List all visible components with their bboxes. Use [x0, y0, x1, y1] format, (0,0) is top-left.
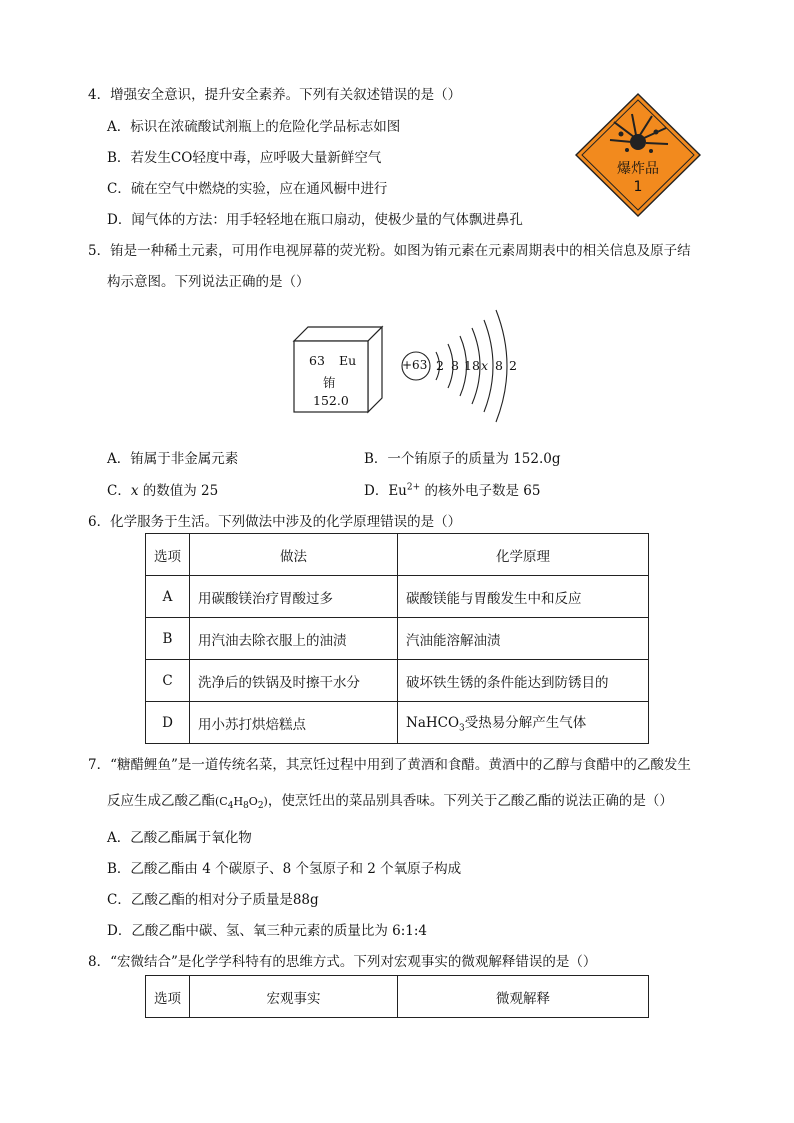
q4-option-c: C．硫在空气中燃烧的实验，应在通风橱中进行 [107, 181, 388, 197]
element-atomic-number: 63 [309, 353, 325, 368]
table-header-row [146, 534, 649, 576]
table-cell-method: 用碳酸镁治疗胃酸过多 [190, 576, 398, 618]
table-cell-method: 用小苏打烘焙糕点 [190, 702, 398, 744]
q7-option-d: D．乙酸乙酯中碳、氢、氧三种元素的质量比为 6:1:4 [107, 923, 427, 939]
q5-option-a: A．铕属于非金属元素 [107, 451, 239, 467]
q7-stem-line1: 7．“糖醋鲤鱼”是一道传统名菜，其烹饪过程中用到了黄酒和食醋。黄酒中的乙醇与食醋中的乙酸发生 [88, 757, 691, 773]
atomic-structure-diagram [396, 300, 536, 430]
q7-stem-line2: 反应生成乙酸乙酯$(C_4H_8O_2)$，使烹饪出的菜品别具香味。下列关于乙酸乙酯的说法正确的是（） [107, 793, 673, 812]
nucleus-charge: +63 [402, 358, 428, 372]
q4-stem: 4．增强安全意识，提升安全素养。下列有关叙述错误的是（） [88, 87, 462, 103]
shell-5-electrons: 8 [495, 358, 503, 373]
q7-option-b: B．乙酸乙酯由 4 个碳原子、8 个氢原子和 2 个氧原子构成 [107, 861, 462, 877]
q7-option-c: C．乙酸乙酯的相对分子质量是88g [107, 892, 319, 908]
table-cell-option: B [146, 618, 190, 660]
q6-table [145, 533, 649, 744]
hazard-sign-number: 1 [633, 179, 643, 195]
table-header-cell: 宏观事实 [190, 976, 398, 1018]
table-header-cell: 选项 [146, 534, 190, 576]
table-header-cell: 做法 [190, 534, 398, 576]
q8-stem: 8．“宏微结合”是化学学科特有的思维方式。下列对宏观事实的微观解释错误的是（） [88, 954, 597, 970]
table-cell-option: A [146, 576, 190, 618]
table-row [146, 702, 649, 744]
q7-option-a: A．乙酸乙酯属于氧化物 [107, 830, 252, 846]
shell-1-electrons: 2 [436, 358, 444, 373]
q6-stem: 6．化学服务于生活。下列做法中涉及的化学原理错误的是（） [88, 514, 462, 530]
table-cell-option: D [146, 702, 190, 744]
element-mass: 152.0 [313, 393, 349, 408]
element-card-figure [290, 323, 386, 415]
q5-stem-line1: 5．铕是一种稀土元素，可用作电视屏幕的荧光粉。如图为铕元素在元素周期表中的相关信息及原子结 [88, 243, 691, 259]
shell-4-electrons: x [481, 358, 489, 373]
q4-option-d: D．闻气体的方法：用手轻轻地在瓶口扇动，使极少量的气体飘进鼻孔 [107, 212, 523, 228]
element-name: 铕 [323, 375, 336, 390]
q5-option-c: C．x 的数值为 25 [107, 483, 219, 499]
table-cell-principle: 碳酸镁能与胃酸发生中和反应 [398, 576, 649, 618]
q4-option-a: A．标识在浓硫酸试剂瓶上的危险化学品标志如图 [107, 119, 401, 135]
explosive-hazard-sign [574, 92, 702, 218]
table-cell-method: 用汽油去除衣服上的油渍 [190, 618, 398, 660]
table-cell-option: C [146, 660, 190, 702]
q5-stem-line2: 构示意图。下列说法正确的是（） [107, 274, 310, 290]
table-cell-principle: 汽油能溶解油渍 [398, 618, 649, 660]
table-cell-principle: NaHCO$_3$受热易分解产生气体 [398, 702, 649, 744]
table-header-cell: 化学原理 [398, 534, 649, 576]
table-row [146, 660, 649, 702]
table-cell-principle: 破坏铁生锈的条件能达到防锈目的 [398, 660, 649, 702]
table-cell-method: 洗净后的铁锅及时擦干水分 [190, 660, 398, 702]
shell-2-electrons: 8 [451, 358, 459, 373]
hazard-sign-label: 爆炸品 [617, 161, 659, 177]
table-row [146, 618, 649, 660]
q8-table [145, 975, 649, 1018]
ethyl-acetate-formula: $(C_4H_8O_2)$ [215, 795, 268, 812]
element-symbol: Eu [339, 353, 357, 368]
table-header-cell: 微观解释 [398, 976, 649, 1018]
q4-option-b: B．若发生CO轻度中毒，应呼吸大量新鲜空气 [107, 150, 382, 166]
q5-option-d: D．$Eu^{2+}$ 的核外电子数是 65 [364, 482, 541, 499]
shell-3-electrons: 18 [464, 358, 480, 373]
table-header-row [146, 976, 649, 1018]
q5-option-b: B．一个铕原子的质量为 152.0g [364, 451, 561, 467]
table-header-cell: 选项 [146, 976, 190, 1018]
shell-6-electrons: 2 [509, 358, 517, 373]
table-row [146, 576, 649, 618]
